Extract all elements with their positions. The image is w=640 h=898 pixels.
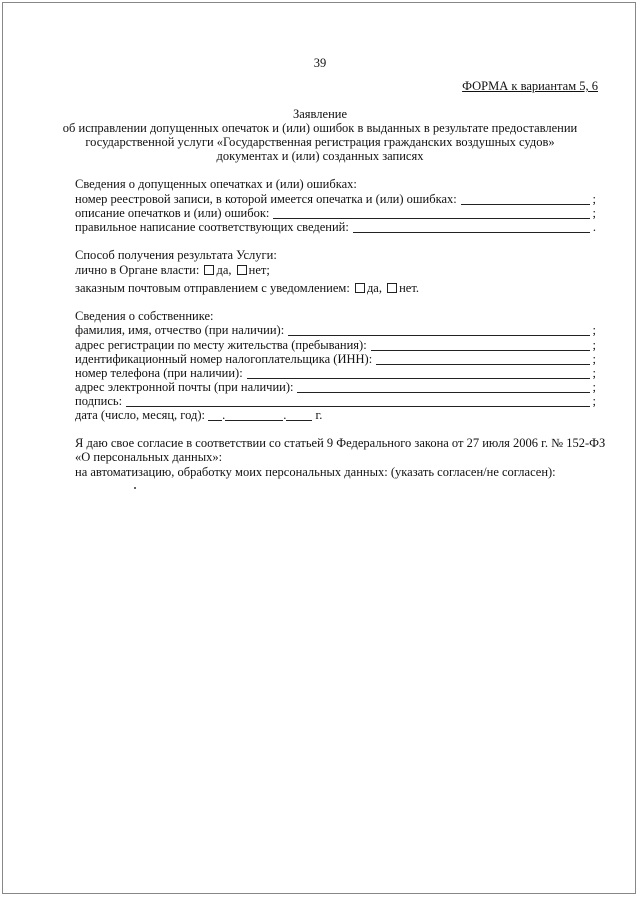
date-field (75, 408, 322, 423)
inn-label: идентификационный номер налогоплательщика (ИНН): (75, 352, 373, 366)
by-mail-yes-label: да, (366, 281, 382, 295)
signature-end: ; (592, 394, 596, 408)
receipt-heading: Способ получения результата Услуги: (75, 248, 277, 262)
correct-spelling-input-line[interactable] (353, 231, 590, 233)
address-field[interactable] (75, 338, 596, 353)
address-label: адрес регистрации по месту жительства (пребывания): (75, 338, 367, 352)
in-person-no-label: нет; (248, 263, 270, 277)
in-person-yes-label: да, (216, 263, 232, 277)
error-description-label: описание опечатков и (или) ошибок: (75, 206, 270, 220)
date-year-blank[interactable] (286, 410, 312, 421)
full-name-label: фамилия, имя, отчество (при наличии): (75, 323, 285, 337)
title-line-3: государственной услуги «Государственная регистрация гражданских воздушных судов» (85, 135, 555, 149)
receipt-by-mail (75, 281, 419, 296)
date-sep-1: . (222, 408, 226, 422)
by-mail-no-checkbox[interactable] (387, 283, 397, 293)
registry-record-field[interactable] (75, 192, 596, 207)
correct-spelling-field[interactable] (75, 220, 596, 235)
by-mail-label: заказным почтовым отправлением с уведомлением: (75, 281, 350, 295)
by-mail-no-label: нет. (399, 281, 419, 295)
in-person-yes-checkbox[interactable] (204, 265, 214, 275)
in-person-no-checkbox[interactable] (237, 265, 247, 275)
receipt-in-person (75, 263, 270, 278)
correct-spelling-label: правильное написание соответствующих сведений: (75, 220, 349, 234)
owner-heading: Сведения о собственнике: (75, 309, 214, 323)
title-line-1: Заявление (292, 107, 347, 121)
error-description-field[interactable] (75, 206, 596, 221)
form-reference: ФОРМА к вариантам 5, 6 (462, 79, 598, 93)
scan-speck (134, 487, 136, 489)
correct-spelling-end: . (592, 220, 596, 234)
error-description-input-line[interactable] (273, 217, 589, 219)
full-name-field[interactable] (75, 323, 596, 338)
consent-line-1: Я даю свое согласие в соответствии со статьей 9 Федерального закона от 27 июля 2006 г. № 152-ФЗ (75, 436, 606, 450)
title-line-4: документах и (или) созданных записях (216, 149, 424, 163)
phone-field[interactable] (75, 366, 596, 381)
address-end: ; (592, 338, 596, 352)
phone-end: ; (592, 366, 596, 380)
consent-line-2: «О персональных данных»: (75, 450, 223, 464)
email-input-line[interactable] (297, 391, 589, 393)
signature-label: подпись: (75, 394, 123, 408)
in-person-label: лично в Органе власти: (75, 263, 200, 277)
error-description-end: ; (592, 206, 596, 220)
full-name-end: ; (592, 323, 596, 337)
email-end: ; (592, 380, 596, 394)
page-number: 39 (313, 56, 327, 70)
date-label: дата (число, месяц, год): (75, 408, 206, 422)
inn-input-line[interactable] (376, 363, 589, 365)
date-month-blank[interactable] (225, 410, 283, 421)
inn-field[interactable] (75, 352, 596, 367)
date-sep-2: . (283, 408, 287, 422)
date-year-suffix: г. (315, 408, 323, 422)
signature-field[interactable] (75, 394, 596, 409)
phone-label: номер телефона (при наличии): (75, 366, 243, 380)
registry-record-label: номер реестровой записи, в которой имеется опечатка и (или) ошибках: (75, 192, 457, 206)
by-mail-yes-checkbox[interactable] (355, 283, 365, 293)
full-name-input-line[interactable] (288, 334, 589, 336)
email-field[interactable] (75, 380, 596, 395)
signature-input-line[interactable] (126, 405, 589, 407)
email-label: адрес электронной почты (при наличии): (75, 380, 294, 394)
date-day-blank[interactable] (208, 410, 222, 421)
consent-line-3: на автоматизацию, обработку моих персональных данных: (указать согласен/не согласен): (75, 465, 556, 479)
registry-record-end: ; (592, 192, 596, 206)
inn-end: ; (592, 352, 596, 366)
errors-heading: Сведения о допущенных опечатках и (или) ошибках: (75, 177, 357, 191)
phone-input-line[interactable] (247, 377, 590, 379)
registry-record-input-line[interactable] (461, 203, 590, 205)
address-input-line[interactable] (371, 349, 590, 351)
title-line-2: об исправлении допущенных опечаток и (или) ошибок в выданных в результате предоставлении (62, 121, 578, 135)
